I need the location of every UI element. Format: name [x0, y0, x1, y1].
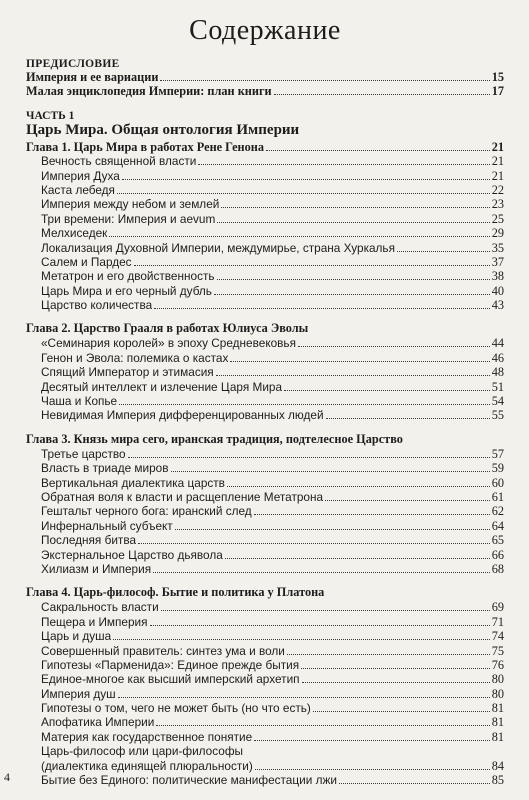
entry-title: Невидимая Империя дифференцированных людей — [41, 408, 324, 423]
entry-page-number: 21 — [491, 154, 504, 169]
chapter-heading[interactable]: Глава 2. Царство Грааля в работах Юлиуса Эволы — [26, 321, 309, 336]
toc-entry[interactable] — [26, 533, 504, 547]
dot-leader — [313, 702, 490, 712]
entry-title: Гештальт черного бога: иранский след — [41, 504, 252, 519]
toc-entry[interactable] — [26, 644, 504, 658]
dot-leader — [339, 774, 490, 784]
dot-leader — [397, 242, 490, 252]
entry-page-number: 71 — [491, 614, 504, 629]
entry-title: Десятый интеллект и излечение Царя Мира — [41, 379, 283, 394]
entry-title: Пещера и Империя — [41, 614, 148, 629]
dot-leader — [301, 659, 490, 669]
dot-leader — [117, 184, 490, 194]
entry-page-number: 75 — [491, 643, 504, 658]
entry-page-number: 61 — [491, 489, 504, 504]
entry-title: Царь и душа — [41, 629, 112, 644]
entry-page-number: 85 — [491, 773, 504, 788]
entry-page-number: 80 — [491, 672, 504, 687]
entry-page-number: 38 — [491, 269, 504, 284]
toc-entry[interactable] — [26, 226, 504, 240]
entry-title: Совершенный правитель: синтез ума и воли — [41, 643, 285, 658]
dot-leader — [302, 673, 490, 683]
toc-entry[interactable] — [26, 600, 504, 614]
entry-page-number: 66 — [491, 547, 504, 562]
toc-entry[interactable] — [26, 476, 504, 490]
entry-page-number: 40 — [491, 283, 504, 298]
entry-title: Салем и Пардес — [41, 254, 132, 269]
dot-leader — [227, 477, 490, 487]
entry-title: Гипотезы «Парменида»: Единое прежде бытия — [41, 657, 300, 672]
part-label: ЧАСТЬ 1 — [26, 109, 75, 122]
toc-entry[interactable] — [26, 504, 504, 518]
entry-title: Малая энциклопедия Империи: план книги — [26, 84, 272, 99]
entry-page-number: 43 — [491, 298, 504, 313]
entry-title: Спящий Император и этимасия — [41, 365, 214, 380]
dot-leader — [254, 731, 490, 741]
entry-title: Апофатика Империи — [41, 715, 155, 730]
entry-page-number: 17 — [491, 84, 504, 99]
entry-page-number: 51 — [491, 379, 504, 394]
entry-page-number: 80 — [491, 686, 504, 701]
toc-entry[interactable] — [26, 269, 504, 283]
entry-title: Царство количества — [41, 298, 153, 313]
preface-entry[interactable] — [26, 70, 504, 84]
dot-leader — [325, 491, 490, 501]
toc-entry[interactable] — [26, 351, 504, 365]
entry-page-number: 81 — [491, 701, 504, 716]
toc-entry[interactable] — [26, 336, 504, 350]
entry-page-number: 44 — [491, 336, 504, 351]
toc-entry[interactable] — [26, 562, 504, 576]
entry-page-number: 59 — [491, 461, 504, 476]
chapter-heading[interactable]: Глава 4. Царь-философ. Бытие и политика у Платона — [26, 585, 325, 600]
chapter-heading[interactable]: Глава 3. Князь мира сего, иранская традиция, подтелесное Царство — [26, 431, 403, 446]
entry-page-number: 29 — [491, 226, 504, 241]
entry-page-number: 64 — [491, 518, 504, 533]
toc-entry[interactable] — [26, 241, 504, 255]
dot-leader — [122, 170, 490, 180]
toc-entry[interactable] — [26, 672, 504, 686]
chapters-list — [26, 140, 504, 788]
entry-page-number: 48 — [491, 365, 504, 380]
preface-entry[interactable] — [26, 84, 504, 98]
entry-title: Хилиазм и Империя — [41, 561, 152, 576]
dot-leader — [156, 716, 489, 726]
dot-leader — [160, 71, 489, 81]
entry-title: Каста лебедя — [41, 182, 115, 197]
toc-entry[interactable] — [26, 759, 504, 773]
dot-leader — [150, 616, 490, 626]
entry-title: Три времени: Империя и aevum — [41, 211, 216, 226]
entry-page-number: 21 — [491, 168, 504, 183]
entry-title: Империя Духа — [41, 168, 120, 183]
dot-leader — [214, 285, 490, 295]
dot-leader — [198, 155, 489, 165]
dot-leader — [266, 141, 490, 151]
dot-leader — [216, 366, 490, 376]
entry-title: Генон и Эвола: полемика о кастах — [41, 350, 229, 365]
entry-page-number: 74 — [491, 629, 504, 644]
entry-title: Метатрон и его двойственность — [41, 269, 215, 284]
entry-page-number: 76 — [491, 657, 504, 672]
dot-leader — [255, 760, 490, 770]
dot-leader — [254, 505, 490, 515]
entry-page-number: 22 — [491, 182, 504, 197]
entry-title: Бытие без Единого: политические манифестации лжи — [41, 773, 337, 788]
entry-page-number: 55 — [491, 408, 504, 423]
entry-page-number: 68 — [491, 561, 504, 576]
entry-page-number: 60 — [491, 475, 504, 490]
dot-leader — [119, 395, 490, 405]
toc-entry[interactable] — [26, 744, 504, 758]
entry-title: Инфернальный субъект — [41, 518, 173, 533]
entry-title: Царь Мира и его черный дубль — [41, 283, 212, 298]
toc-entry[interactable] — [26, 715, 504, 729]
toc-entry[interactable] — [26, 284, 504, 298]
toc-entry[interactable] — [26, 730, 504, 744]
dot-leader — [326, 409, 490, 419]
entry-title: «Семинария королей» в эпоху Средневековья — [41, 336, 296, 351]
dot-leader — [113, 630, 489, 640]
entry-title: Царь-философ или цари-философы — [41, 744, 244, 759]
toc-entry[interactable] — [26, 629, 504, 643]
dot-leader — [161, 601, 490, 611]
toc-page — [26, 0, 504, 800]
entry-title: (диалектика единящей плюральности) — [41, 758, 253, 773]
entry-page-number: 35 — [491, 240, 504, 255]
toc-entry[interactable] — [26, 519, 504, 533]
toc-entry[interactable] — [26, 490, 504, 504]
entry-page-number: 25 — [491, 211, 504, 226]
entry-title: Империя душ — [41, 686, 116, 701]
dot-leader — [298, 337, 490, 347]
dot-leader — [217, 270, 490, 280]
entry-page-number: 21 — [491, 139, 504, 154]
toc-entry[interactable] — [26, 461, 504, 475]
toc-entry[interactable] — [26, 548, 504, 562]
entry-title: Последняя битва — [41, 533, 137, 548]
toc-entry[interactable] — [26, 687, 504, 701]
dot-leader — [171, 462, 490, 472]
toc-entry[interactable] — [26, 408, 504, 422]
entry-title: Вечность священной власти — [41, 154, 197, 169]
preface-label: ПРЕДИСЛОВИЕ — [26, 58, 120, 70]
entry-title: Сакральность власти — [41, 600, 159, 615]
entry-title: Материя как государственное понятие — [41, 729, 253, 744]
toc-entry[interactable] — [26, 365, 504, 379]
entry-title: Обратная воля к власти и расщепление Метатрона — [41, 489, 324, 504]
dot-leader — [138, 534, 490, 544]
toc-entry[interactable] — [26, 447, 504, 461]
toc-entry[interactable] — [26, 615, 504, 629]
toc-entry[interactable] — [26, 394, 504, 408]
dot-leader — [284, 381, 490, 391]
dot-leader — [118, 688, 490, 698]
entry-page-number: 81 — [491, 729, 504, 744]
entry-page-number: 54 — [491, 394, 504, 409]
entry-title: Мелхиседек — [41, 226, 108, 241]
page-number: 4 — [4, 770, 10, 784]
dot-leader — [225, 549, 490, 559]
toc-entry[interactable] — [26, 255, 504, 269]
dot-leader — [221, 198, 489, 208]
dot-leader — [217, 213, 489, 223]
entry-title: Власть в триаде миров — [41, 461, 169, 476]
toc-entry[interactable] — [26, 169, 504, 183]
entry-page-number: 65 — [491, 533, 504, 548]
entry-title: Вертикальная диалектика царств — [41, 475, 225, 490]
entry-title: Глава 1. Царь Мира в работах Рене Генона — [26, 139, 264, 154]
toc-entry[interactable] — [26, 183, 504, 197]
toc-entry[interactable] — [26, 197, 504, 211]
dot-leader — [153, 563, 490, 573]
entry-title: Империя между небом и землей — [41, 197, 220, 212]
entry-title: Третье царство — [41, 446, 126, 461]
toc-entry[interactable] — [26, 658, 504, 672]
entry-title: Экстернальное Царство дьявола — [41, 547, 223, 562]
entry-title: Локализация Духовной Империи, междумирье, страна Хуркалья — [41, 240, 395, 255]
toc-entry[interactable] — [26, 212, 504, 226]
toc-entry[interactable] — [26, 154, 504, 168]
entry-page-number: 57 — [491, 446, 504, 461]
entry-page-number: 23 — [491, 197, 504, 212]
entry-page-number: 69 — [491, 600, 504, 615]
page-title: Содержание — [189, 15, 341, 46]
part-title: Царь Мира. Общая онтология Империи — [26, 121, 300, 138]
preface-list — [26, 70, 504, 99]
entry-page-number: 84 — [491, 758, 504, 773]
dot-leader — [287, 645, 490, 655]
entry-page-number: 46 — [491, 350, 504, 365]
dot-leader — [154, 299, 490, 309]
toc-entry[interactable] — [26, 773, 504, 787]
entry-title: Чаша и Копье — [41, 394, 118, 409]
entry-page-number: 62 — [491, 504, 504, 519]
dot-leader — [175, 520, 490, 530]
entry-page-number: 15 — [491, 70, 504, 84]
dot-leader — [134, 256, 490, 266]
toc-entry[interactable] — [26, 701, 504, 715]
entry-title: Гипотезы о том, чего не может быть (но что есть) — [41, 701, 311, 716]
entry-title: Единое-многое как высший имперский архетип — [41, 672, 300, 687]
dot-leader — [274, 85, 490, 95]
entry-page-number: 37 — [491, 254, 504, 269]
dot-leader — [109, 227, 489, 237]
chapter-heading[interactable] — [26, 140, 504, 154]
entry-title: Империя и ее вариации — [26, 70, 159, 84]
toc-entry[interactable] — [26, 298, 504, 312]
toc-entry[interactable] — [26, 380, 504, 394]
dot-leader — [128, 448, 490, 458]
dot-leader — [230, 352, 489, 362]
entry-page-number: 81 — [491, 715, 504, 730]
